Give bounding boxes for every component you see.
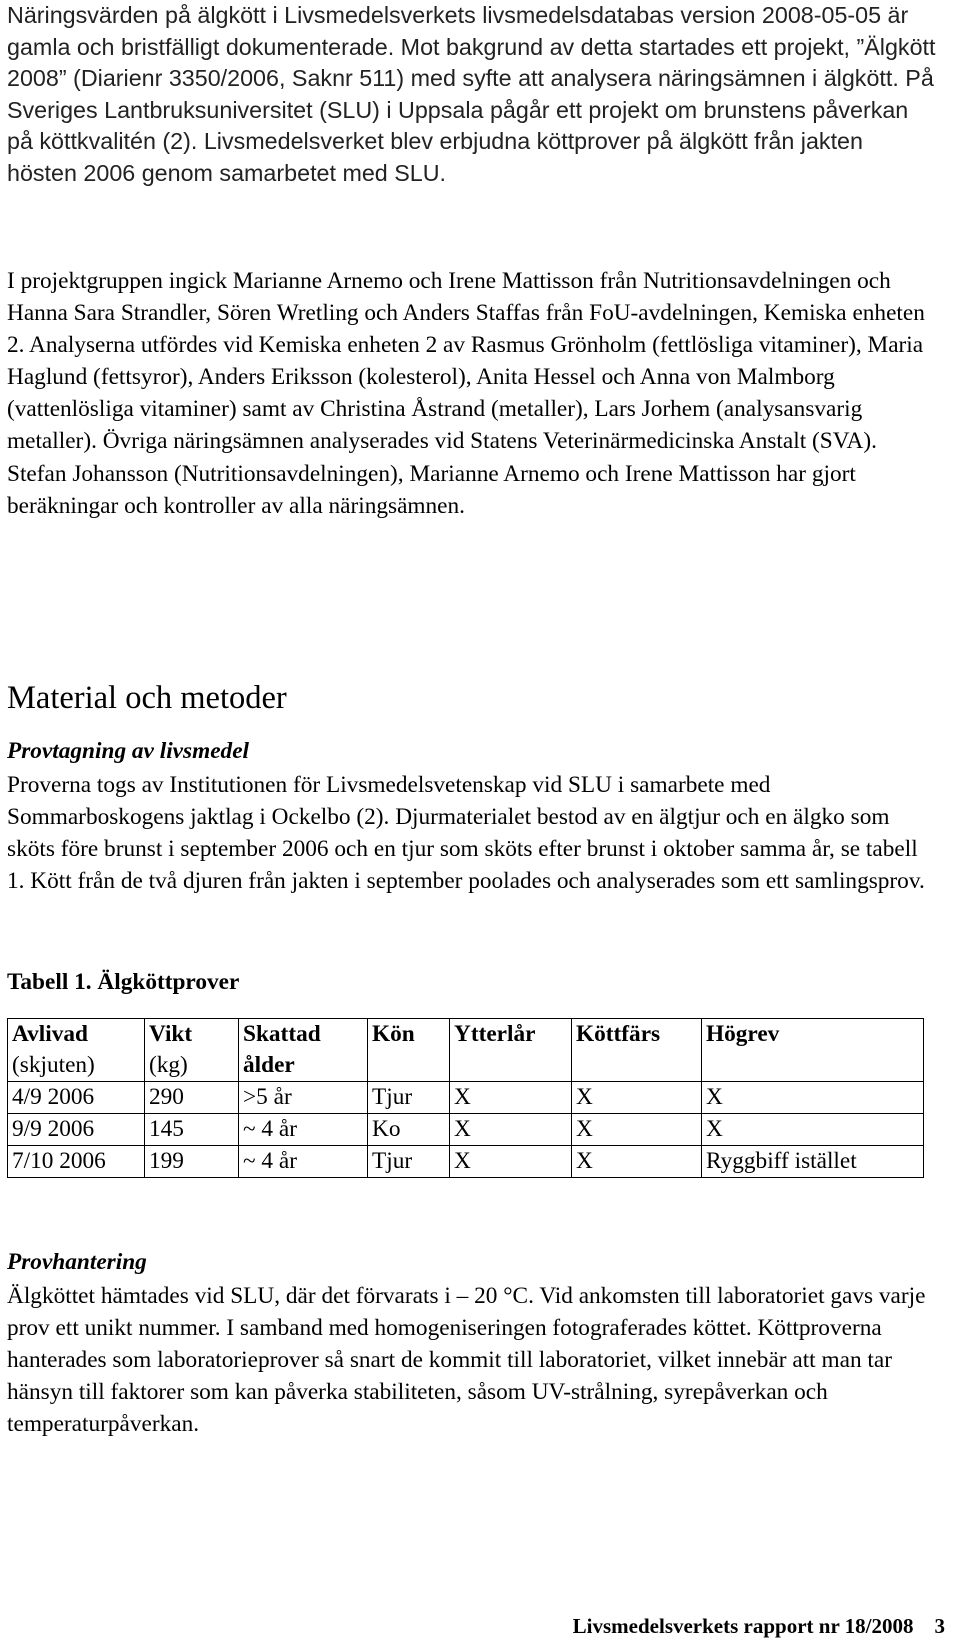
table-cell: ~ 4 år xyxy=(239,1146,368,1178)
table-row xyxy=(8,1082,924,1114)
table-row xyxy=(8,1146,924,1178)
sampling-paragraph: Proverna togs av Institutionen för Livsmedelsvetenskap vid SLU i samarbete med Sommarboskogens jaktlag i Ockelbo (2). Djurmaterialet bestod av en älgtjur och en älgko som sköts före brunst i september 2006 och en tjur som sköts efter brunst i oktober samma år, se tabell 1. Kött från de två djuren från jakten i september poolades och analyserades som ett samlingsprov. xyxy=(7,772,925,895)
table-cell: X xyxy=(702,1082,924,1114)
table-cell: X xyxy=(450,1146,572,1178)
header-cell: Vikt (kg) xyxy=(145,1019,239,1082)
header-cell: Skattad ålder xyxy=(239,1019,368,1082)
table-cell: 7/10 2006 xyxy=(8,1146,145,1178)
table-header-row xyxy=(8,1019,924,1082)
header-cell: Ytterlår xyxy=(450,1019,572,1082)
table-cell: Tjur xyxy=(368,1146,450,1178)
table-cell: X xyxy=(572,1082,702,1114)
page-number: 3 xyxy=(934,1614,945,1638)
project-group-paragraph: I projektgruppen ingick Marianne Arnemo och Irene Mattisson från Nutritionsavdelningen och Hanna Sara Strandler, Sören Wretling och Anders Staffas från FoU-avdelningen, Kemiska enheten 2. Analyserna utfördes vid Kemiska enheten 2 av Rasmus Grönholm (fettlösliga vitaminer), Maria Haglund (fettsyror), Anders Eriksson (kolesterol), Anita Hessel och Anna von Malmborg (vattenlösliga vitaminer) samt av Christina Åstrand (metaller), Lars Jorhem (analysansvarig metaller). Övriga näringsämnen analyserades vid Statens Veterinärmedicinska Anstalt (SVA). Stefan Johansson (Nutritionsavdelningen), Marianne Arnemo och Irene Mattisson har gjort beräkningar och kontroller av alla näringsämnen. xyxy=(7,268,925,519)
section-heading: Material och metoder xyxy=(7,680,287,716)
table-cell: X xyxy=(572,1114,702,1146)
table-row xyxy=(8,1114,924,1146)
table-cell: 4/9 2006 xyxy=(8,1082,145,1114)
header-cell: Högrev xyxy=(702,1019,924,1082)
report-title: Livsmedelsverkets rapport nr 18/2008 xyxy=(572,1614,914,1638)
table-cell: 290 xyxy=(145,1082,239,1114)
table-cell: X xyxy=(572,1146,702,1178)
header-cell: Avlivad (skjuten) xyxy=(8,1019,145,1082)
table-cell: 199 xyxy=(145,1146,239,1178)
header-cell: Kön xyxy=(368,1019,450,1082)
table-cell: Ryggbiff istället xyxy=(702,1146,924,1178)
subheading-sampling: Provtagning av livsmedel xyxy=(7,738,250,764)
table-cell: ~ 4 år xyxy=(239,1114,368,1146)
table-cell: Tjur xyxy=(368,1082,450,1114)
subheading-handling: Provhantering xyxy=(7,1249,147,1275)
table-cell: 145 xyxy=(145,1114,239,1146)
table-caption: Tabell 1. Älgköttprover xyxy=(7,969,240,995)
table-cell: X xyxy=(450,1114,572,1146)
table-cell: X xyxy=(450,1082,572,1114)
table-cell: 9/9 2006 xyxy=(8,1114,145,1146)
table-cell: >5 år xyxy=(239,1082,368,1114)
samples-table xyxy=(7,1018,924,1178)
table-cell: Ko xyxy=(368,1114,450,1146)
header-cell: Köttfärs xyxy=(572,1019,702,1082)
handling-paragraph: Älgköttet hämtades vid SLU, där det förvarats i – 20 °C. Vid ankomsten till laboratoriet gavs varje prov ett unikt nummer. I samband med homogeniseringen fotograferades köttet. Köttproverna hanterades som laboratorieprover så snart de kommit till laboratoriet, vilket innebär att man tar hänsyn till faktorer som kan påverka stabiliteten, såsom UV-strålning, syrepåverkan och temperaturpåverkan. xyxy=(7,1283,926,1438)
page-footer xyxy=(520,1614,945,1639)
intro-paragraph: Näringsvärden på älgkött i Livsmedelsverkets livsmedelsdatabas version 2008-05-05 är gamla och bristfälligt dokumenterade. Mot bakgrund av detta startades ett projekt, ”Älgkött 2008” (Diarienr 3350/2006, Saknr 511) med syfte att analysera näringsämnen i älgkött. På Sveriges Lantbruksuniversitet (SLU) i Uppsala pågår ett projekt om brunstens påverkan på köttkvalitén (2). Livsmedelsverket blev erbjudna köttprover på älgkött från jakten hösten 2006 genom samarbetet med SLU. xyxy=(7,2,936,186)
table-cell: X xyxy=(702,1114,924,1146)
